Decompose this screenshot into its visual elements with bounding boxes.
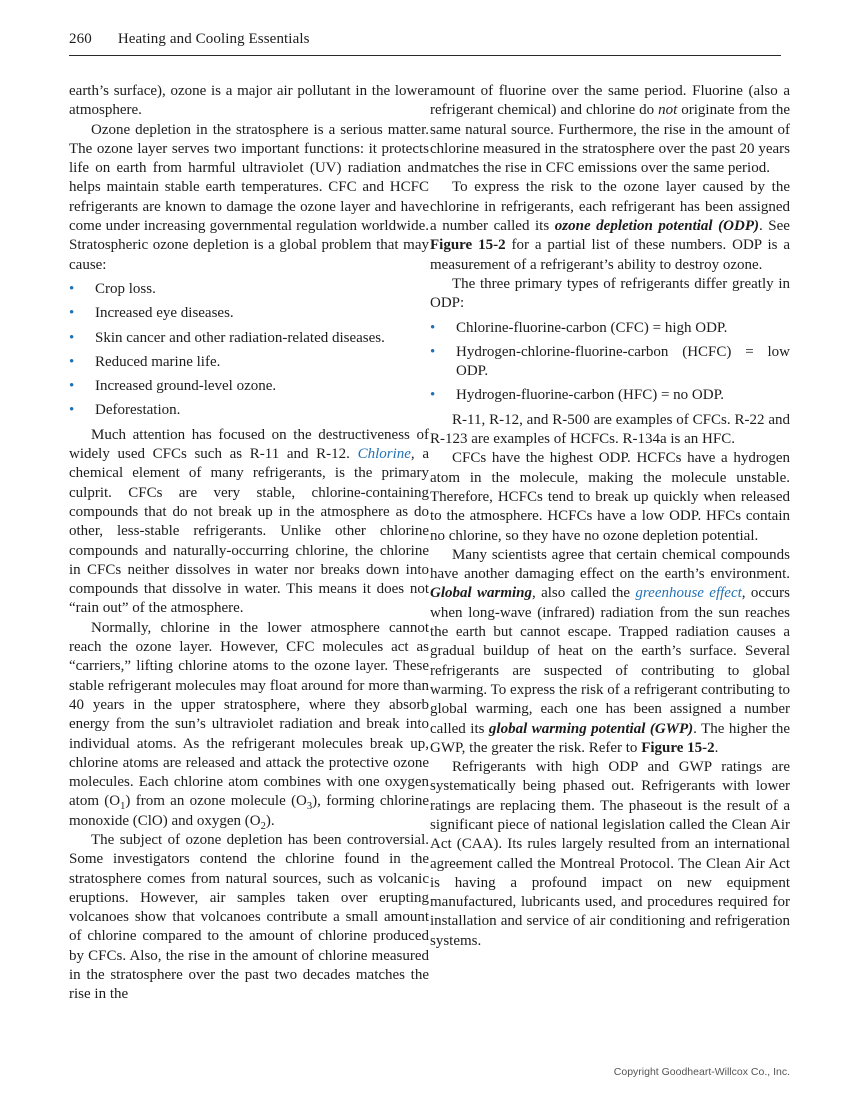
- header-rule: [69, 55, 781, 56]
- bullet-text: [456, 343, 790, 382]
- bullet-item: [69, 329, 429, 348]
- paragraph: [430, 82, 790, 178]
- text-run: . The higher the GWP, the greater the risk. Refer to: [430, 720, 790, 756]
- text-run: Figure 15-2: [430, 237, 506, 254]
- right-column: [430, 82, 790, 951]
- bullet-icon: •: [69, 402, 75, 419]
- page-header: [69, 31, 781, 48]
- text-run: earth’s surface), ozone is a major air pollutant in the lower atmosphere.: [69, 83, 429, 119]
- text-run: originate from the same natural source. Furthermore, the rise in the amount of chlorine measured in the stratosphere over the past 20 years matches the rise in CFC emissions over the same period.: [430, 102, 790, 177]
- text-run: Increased ground-level ozone.: [95, 378, 277, 395]
- text-run: ).: [265, 812, 275, 829]
- bullet-item: [69, 353, 429, 372]
- bullet-item: [69, 377, 429, 396]
- text-run: Hydrogen-fluorine-carbon (HFC) = no ODP.: [456, 387, 724, 404]
- text-run: Crop loss.: [95, 280, 156, 297]
- text-run: Refrigerants with high ODP and GWP ratings are systematically being phased out. Refrigerants with lower ratings are replacing them. The phaseout is the result of a significant piece of national legislation called the Clean Air Act (CAA). Its rules largely resulted from an international agreement called the Montreal Protocol. The Clean Air Act is having a profound impact on new equipment manufactured, lubricants used, and procedures required for installation and service of air conditioning and refrigeration systems.: [430, 759, 790, 949]
- bullet-text: [95, 353, 429, 372]
- text-run: ), forming chlorine monoxide (ClO) and oxygen (O: [69, 793, 430, 829]
- text-run: R-11, R-12, and R-500 are examples of CFCs. R-22 and R-123 are examples of HCFCs. R-134a is an HFC.: [430, 411, 790, 448]
- text-run: To express the risk to the ozone layer caused by the chlorine in refrigerants, each refrigerant has been assigned a number called its: [430, 179, 790, 235]
- bullet-item: [430, 386, 790, 405]
- paragraph: [69, 619, 429, 831]
- bullet-icon: •: [69, 378, 75, 395]
- bullet-text: [95, 280, 429, 299]
- text-run: amount of fluorine over the same period. Fluorine (also a refrigerant chemical) and chlorine do: [430, 83, 790, 119]
- text-run: Hydrogen-chlorine-fluorine-carbon (HCFC) = low ODP.: [456, 343, 790, 380]
- text-run: not: [658, 102, 678, 119]
- text-run: Skin cancer and other radiation-related diseases.: [95, 329, 385, 346]
- text-run: greenhouse effect: [635, 585, 742, 602]
- bullet-text: [95, 304, 429, 323]
- text-run: ) from an ozone molecule (O: [125, 793, 307, 810]
- bullet-icon: •: [69, 329, 75, 346]
- bullet-icon: •: [430, 387, 436, 404]
- bullet-item: [69, 401, 429, 420]
- paragraph: [69, 831, 429, 1005]
- bullet-text: [456, 386, 790, 405]
- bullet-item: [69, 280, 429, 299]
- bullet-item: [430, 319, 790, 338]
- text-run: Increased eye diseases.: [95, 305, 234, 322]
- bullet-list: [69, 280, 429, 421]
- running-title: Heating and Cooling Essentials: [117, 31, 310, 47]
- bullet-text: [456, 319, 790, 338]
- bullet-item: [69, 304, 429, 323]
- text-run: Chlorine-fluorine-carbon (CFC) = high ODP.: [456, 319, 728, 336]
- bullet-item: [430, 343, 790, 382]
- text-run: The three primary types of refrigerants differ greatly in ODP:: [430, 275, 790, 312]
- paragraph: [430, 411, 790, 450]
- bullet-icon: •: [69, 280, 75, 297]
- text-run: 2: [260, 820, 266, 832]
- text-run: The subject of ozone depletion has been controversial. Some investigators contend the chlorine found in the stratosphere comes from natural sources, such as volcanic eruptions. However, air samples taken over erupting volcanoes show that volcanoes contribute a small amount of chlorine compared to the amount of chlorine produced by CFCs. Also, the rise in the amount of chlorine measured in the stratosphere over the past two decades matches the rise in the: [69, 831, 429, 1003]
- text-run: Chlorine: [357, 446, 411, 463]
- page-number: 260: [69, 31, 92, 47]
- text-run: global warming potential (GWP): [488, 720, 694, 737]
- paragraph: [69, 82, 429, 121]
- text-run: Reduced marine life.: [95, 353, 221, 370]
- bullet-icon: •: [430, 319, 436, 336]
- paragraph: [69, 121, 429, 275]
- bullet-text: [95, 401, 429, 420]
- paragraph: [69, 426, 429, 619]
- text-run: Ozone depletion in the stratosphere is a serious matter. The ozone layer serves two important functions: it protects life on earth from harmful ultraviolet (UV) radiation and helps maintain stable earth temperatures. CFC and HCFC refrigerants are known to damage the ozone layer and have come under increasing governmental regulation worldwide. Stratospheric ozone depletion is a global problem that may cause:: [69, 121, 429, 273]
- text-run: Normally, chlorine in the lower atmosphere cannot reach the ozone layer. However, CFC molecules act as “carriers,” lifting chlorine atoms to the ozone layer. These stable refrigerant molecules may float around for more than 40 years in the upper stratosphere, where they absorb energy from the sun’s ultraviolet radiation and break into individual atoms. As the refrigerant molecules break up, chlorine atoms are released and attack the protective ozone molecules. Each chlorine atom combines with one oxygen atom (O: [69, 619, 429, 810]
- text-run: , a chemical element of many refrigerants, is the primary culprit. CFCs are very stable, chlorine-containing compounds that do not break up in the atmosphere as do other, less-stable refrigerants. Unlike other chlorine compounds and naturally-occurring chlorine, the chlorine in CFCs neither dissolves in water nor breaks down into compounds that dissolve in water. This means it does not “rain out” of the atmosphere.: [69, 446, 429, 617]
- text-run: 3: [306, 801, 313, 813]
- bullet-text: [95, 377, 429, 396]
- paragraph: [430, 449, 790, 545]
- text-run: Deforestation.: [95, 402, 181, 419]
- text-run: 1: [120, 801, 126, 813]
- text-run: for a partial list of these numbers. ODP is a measurement of a refrigerant’s ability to destroy ozone.: [430, 237, 790, 273]
- text-run: ozone depletion potential (ODP): [554, 218, 759, 235]
- text-run: , occurs when long-wave (infrared) radiation from the sun reaches the earth but cannot escape. Trapped radiation causes a gradual buildup of heat on the earth’s surface. Several refrigerants are suspected of contributing to global warming. To express the risk of a refrigerant contributing to global warming, each one has been assigned a number called its: [430, 585, 791, 737]
- text-run: CFCs have the highest ODP. HCFCs have a hydrogen atom in the molecule, making the molecule unstable. Therefore, HCFCs tend to break up quickly when released to the atmosphere. HCFCs have a low ODP. HFCs contain no chlorine, so they have no ozone depletion potential.: [430, 450, 790, 544]
- copyright-notice: Copyright Goodheart-Willcox Co., Inc.: [613, 1066, 790, 1078]
- text-run: .: [714, 739, 719, 756]
- bullet-icon: •: [69, 353, 75, 370]
- paragraph: [430, 275, 790, 314]
- text-run: Global warming: [430, 585, 533, 602]
- paragraph: [430, 178, 790, 274]
- text-run: Much attention has focused on the destructiveness of widely used CFCs such as R-11 and R-12.: [69, 426, 429, 463]
- text-run: , also called the: [532, 585, 636, 602]
- bullet-text: [95, 329, 429, 348]
- paragraph: [430, 758, 790, 951]
- paragraph: [430, 546, 790, 758]
- bullet-icon: •: [430, 343, 436, 360]
- bullet-list: [430, 319, 790, 406]
- text-run: . See: [758, 218, 790, 235]
- text-run: Many scientists agree that certain chemical compounds have another damaging effect on the earth’s environment.: [430, 546, 790, 583]
- left-column: [69, 82, 429, 1005]
- bullet-icon: •: [69, 305, 75, 322]
- text-run: Figure 15-2: [641, 739, 715, 756]
